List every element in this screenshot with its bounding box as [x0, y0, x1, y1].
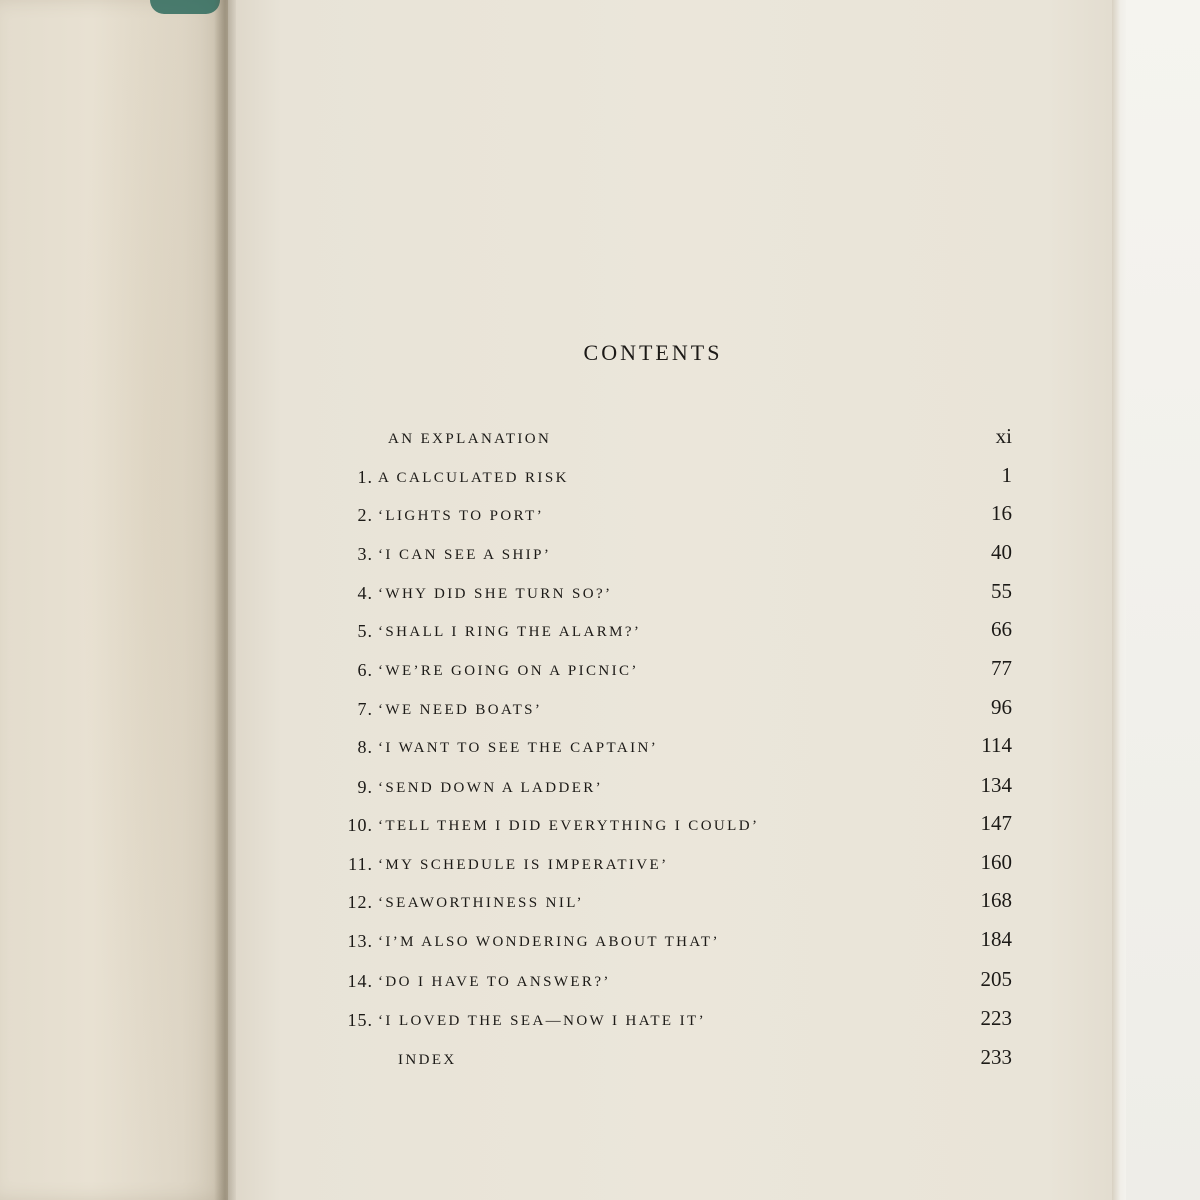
entry-page: 114: [981, 733, 1012, 757]
toc-entry-11: [228, 850, 1028, 880]
entry-title: ‘TELL THEM I DID EVERYTHING I COULD’: [378, 818, 760, 834]
entry-title: ‘I WANT TO SEE THE CAPTAIN’: [378, 740, 659, 756]
entry-page: 1: [1001, 463, 1012, 487]
table-of-contents: [228, 0, 1118, 1200]
entry-number: 13.: [347, 931, 373, 951]
entry-page: 160: [980, 850, 1012, 874]
entry-page: 205: [980, 967, 1012, 991]
entry-page: 55: [991, 579, 1012, 603]
toc-entry-4: [228, 579, 1028, 609]
entry-page: 223: [980, 1006, 1012, 1030]
entry-page: 184: [980, 927, 1012, 951]
toc-entry-6: [228, 656, 1028, 686]
toc-entry-7: [228, 695, 1028, 725]
entry-page: 233: [980, 1045, 1012, 1069]
entry-page: 66: [991, 617, 1012, 641]
entry-number: 4.: [357, 583, 373, 603]
entry-number: 11.: [348, 854, 373, 874]
entry-page: 77: [991, 656, 1012, 680]
entry-title: ‘LIGHTS TO PORT’: [378, 508, 545, 524]
left-page: [0, 0, 229, 1200]
entry-number: 3.: [357, 544, 373, 564]
entry-title: ‘DO I HAVE TO ANSWER?’: [378, 974, 611, 990]
toc-entry-14: [228, 967, 1028, 997]
entry-title: INDEX: [398, 1052, 457, 1068]
entry-title: ‘WE NEED BOATS’: [378, 702, 543, 718]
entry-title: A CALCULATED RISK: [378, 470, 569, 486]
entry-title: ‘SEAWORTHINESS NIL’: [378, 895, 584, 911]
entry-title: ‘SHALL I RING THE ALARM?’: [378, 624, 642, 640]
entry-number: 2.: [357, 505, 373, 525]
toc-entry-10: [228, 811, 1028, 841]
entry-number: 8.: [357, 737, 373, 757]
entry-page: 96: [991, 695, 1012, 719]
toc-entry-3: [228, 540, 1028, 570]
toc-entry-explanation: [228, 424, 1028, 454]
entry-number: 1.: [357, 467, 373, 487]
entry-page: 168: [980, 888, 1012, 912]
entry-number: 15.: [347, 1010, 373, 1030]
entry-number: 9.: [357, 777, 373, 797]
entry-title: ‘I CAN SEE A SHIP’: [378, 547, 552, 563]
toc-entry-1: [228, 463, 1028, 493]
entry-page: 134: [980, 773, 1012, 797]
entry-number: 14.: [347, 971, 373, 991]
toc-entry-9: [228, 773, 1028, 803]
entry-title: ‘I’M ALSO WONDERING ABOUT THAT’: [378, 934, 720, 950]
entry-title: ‘I LOVED THE SEA—NOW I HATE IT’: [378, 1013, 706, 1029]
entry-page: 40: [991, 540, 1012, 564]
toc-entry-13: [228, 927, 1028, 957]
entry-title: ‘WHY DID SHE TURN SO?’: [378, 586, 613, 602]
toc-entry-5: [228, 617, 1028, 647]
entry-number: 6.: [357, 660, 373, 680]
toc-entry-8: [228, 733, 1028, 763]
page-title: CONTENTS: [583, 340, 723, 365]
entry-title: AN EXPLANATION: [388, 431, 552, 447]
entry-title: ‘WE’RE GOING ON A PICNIC’: [378, 663, 639, 679]
entry-page: 147: [980, 811, 1012, 835]
toc-entry-12: [228, 888, 1028, 918]
entry-number: 10.: [347, 815, 373, 835]
entry-title: ‘SEND DOWN A LADDER’: [378, 780, 604, 796]
entry-number: 5.: [357, 621, 373, 641]
entry-page: xi: [995, 424, 1012, 448]
entry-number: 12.: [347, 892, 373, 912]
entry-number: 7.: [357, 699, 373, 719]
book-cover-edge: [150, 0, 220, 14]
toc-entry-2: [228, 501, 1028, 531]
entry-title: ‘MY SCHEDULE IS IMPERATIVE’: [378, 857, 669, 873]
toc-entry-index: [228, 1045, 1028, 1075]
toc-entry-15: [228, 1006, 1028, 1036]
entry-page: 16: [991, 501, 1012, 525]
